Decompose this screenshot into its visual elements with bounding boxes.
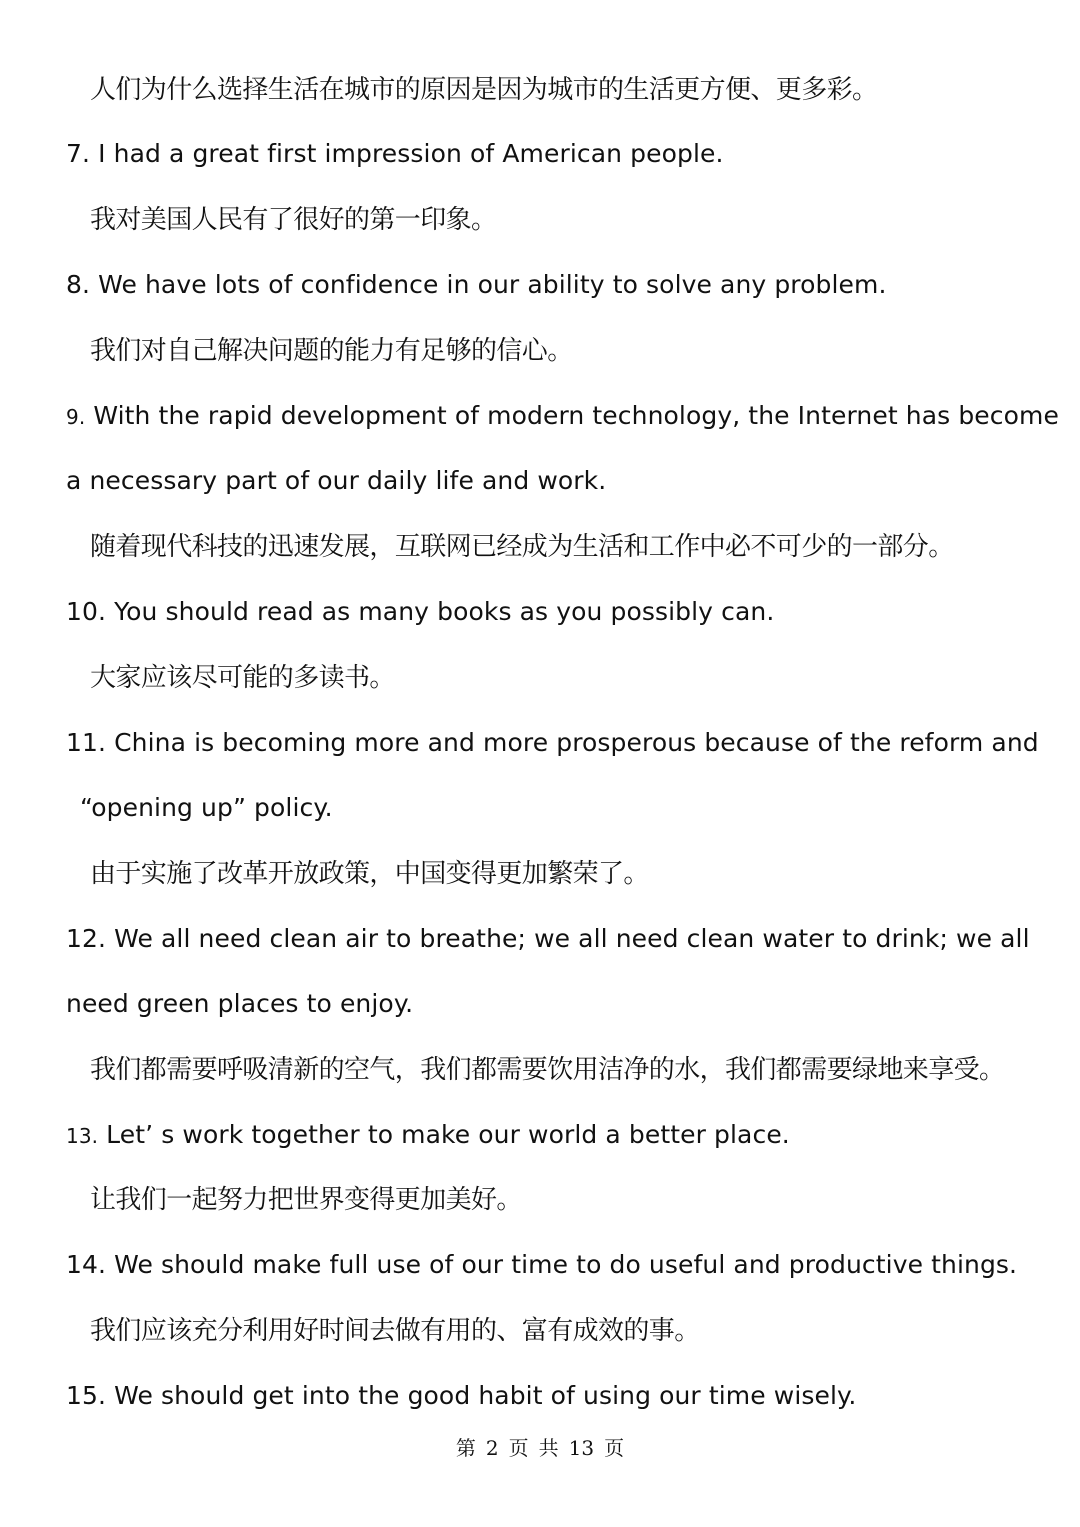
translation-11-zh: 由于实施了改革开放政策，中国变得更加繁荣了。 <box>90 859 649 889</box>
footer-word-ye-2: 页 <box>604 1436 625 1460</box>
translation-6-zh: 人们为什么选择生活在城市的原因是因为城市的生活更方便、更多彩。 <box>90 75 878 105</box>
sentence-9-number: 9. <box>66 405 86 429</box>
footer-word-gong: 共 <box>538 1436 559 1460</box>
sentence-9-en-line2: a necessary part of our daily life and work. <box>66 466 607 495</box>
translation-10-zh: 大家应该尽可能的多读书。 <box>90 663 395 693</box>
translation-7-zh: 我对美国人民有了很好的第一印象。 <box>90 205 497 235</box>
sentence-13-number: 13. <box>66 1124 99 1148</box>
translation-14-zh: 我们应该充分利用好时间去做有用的、富有成效的事。 <box>90 1316 700 1346</box>
sentence-13-text: Let’ s work together to make our world a better place. <box>98 1120 790 1149</box>
sentence-9-en-line1 <box>66 396 1059 437</box>
footer-word-di: 第 <box>455 1436 476 1460</box>
sentence-12-en-line2: need green places to enjoy. <box>66 989 414 1018</box>
sentence-9-text: With the rapid development of modern technology, the Internet has become <box>85 401 1059 430</box>
sentence-14-en: 14. We should make full use of our time to do useful and productive things. <box>66 1250 1018 1279</box>
sentence-10-en: 10. You should read as many books as you possibly can. <box>66 597 775 626</box>
sentence-11-en-line2: “opening up” policy. <box>80 793 333 822</box>
sentence-15-en: 15. We should get into the good habit of using our time wisely. <box>66 1381 857 1410</box>
sentence-11-en-line1: 11. China is becoming more and more prosperous because of the reform and <box>66 728 1039 757</box>
translation-8-zh: 我们对自己解决问题的能力有足够的信心。 <box>90 336 573 366</box>
translation-12-zh: 我们都需要呼吸清新的空气，我们都需要饮用洁净的水，我们都需要绿地来享受。 <box>90 1055 1005 1085</box>
footer-word-ye: 页 <box>508 1436 529 1460</box>
page-footer <box>0 1432 1080 1464</box>
sentence-7-en: 7. I had a great first impression of American people. <box>66 139 724 168</box>
sentence-8-en: 8. We have lots of confidence in our ability to solve any problem. <box>66 270 887 299</box>
footer-total-pages: 13 <box>568 1436 595 1460</box>
footer-page-number: 2 <box>485 1436 499 1460</box>
sentence-13-en <box>66 1115 790 1156</box>
translation-13-zh: 让我们一起努力把世界变得更加美好。 <box>90 1185 522 1215</box>
sentence-12-en-line1: 12. We all need clean air to breathe; we all need clean water to drink; we all <box>66 924 1030 953</box>
translation-9-zh: 随着现代科技的迅速发展，互联网已经成为生活和工作中必不可少的一部分。 <box>90 532 954 562</box>
